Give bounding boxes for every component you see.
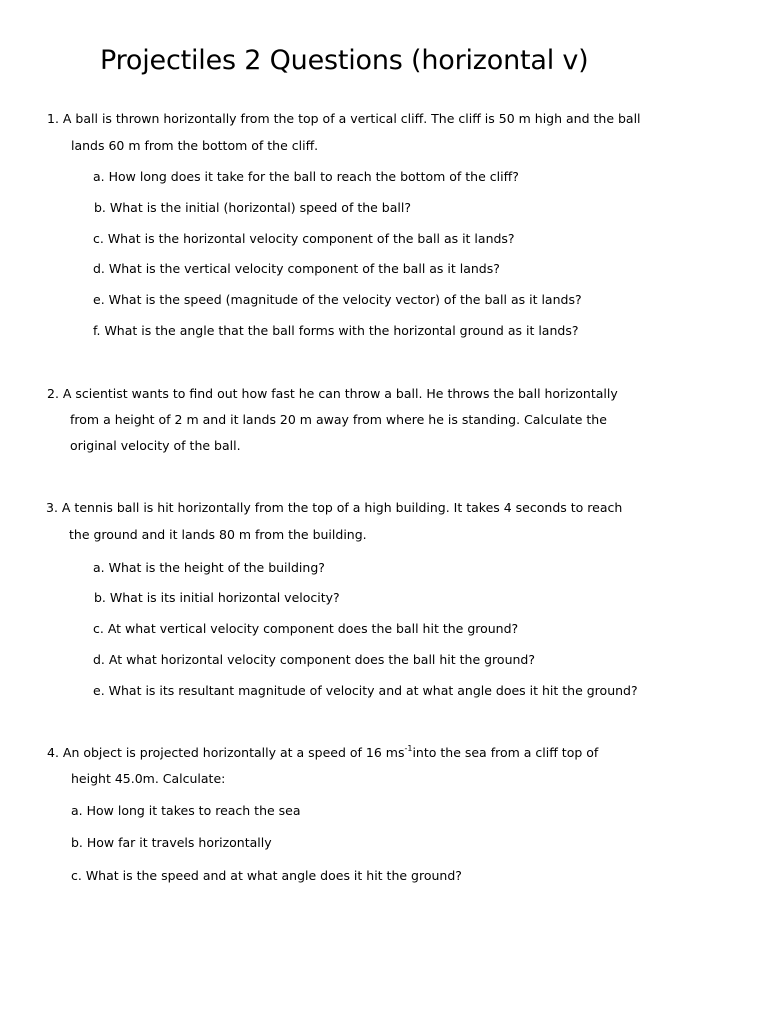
question-3-text-cont: the ground and it lands 80 m from the building.: [69, 527, 367, 542]
question-3-part-b: b. What is its initial horizontal velocity?: [94, 590, 340, 605]
question-4-text: [47, 745, 598, 761]
unit-exponent: -1: [404, 744, 413, 753]
question-3-part-d: d. At what horizontal velocity component does the ball hit the ground?: [93, 652, 535, 667]
question-1-text-cont: lands 60 m from the bottom of the cliff.: [71, 138, 319, 153]
question-4-text-cont: height 45.0m. Calculate:: [71, 771, 226, 786]
question-2-text-cont: from a height of 2 m and it lands 20 m away from where he is standing. Calculate the: [70, 412, 607, 427]
page-title: Projectiles 2 Questions (horizontal v): [100, 45, 589, 76]
question-1-part-a: a. How long does it take for the ball to reach the bottom of the cliff?: [93, 169, 519, 184]
question-4-text-start: 4. An object is projected horizontally at a speed of 16 ms: [47, 745, 405, 760]
question-1-part-c: c. What is the horizontal velocity component of the ball as it lands?: [93, 231, 515, 246]
question-1-text: 1. A ball is thrown horizontally from the top of a vertical cliff. The cliff is 50 m high and the ball: [47, 111, 641, 126]
question-4-part-c: c. What is the speed and at what angle does it hit the ground?: [71, 868, 462, 883]
question-3-text: 3. A tennis ball is hit horizontally from the top of a high building. It takes 4 seconds to reach: [46, 500, 623, 515]
question-3-part-c: c. At what vertical velocity component does the ball hit the ground?: [93, 621, 519, 636]
question-4-text-end: into the sea from a cliff top of: [412, 745, 599, 760]
question-1-part-b: b. What is the initial (horizontal) speed of the ball?: [94, 200, 411, 215]
question-1-part-e: e. What is the speed (magnitude of the velocity vector) of the ball as it lands?: [93, 292, 582, 307]
question-4-part-a: a. How long it takes to reach the sea: [71, 803, 301, 818]
question-2-text: 2. A scientist wants to find out how fast he can throw a ball. He throws the ball horizontally: [47, 386, 618, 401]
question-3-part-e: e. What is its resultant magnitude of velocity and at what angle does it hit the ground?: [93, 683, 638, 698]
question-1-part-f: f. What is the angle that the ball forms with the horizontal ground as it lands?: [93, 323, 579, 338]
question-1-part-d: d. What is the vertical velocity component of the ball as it lands?: [93, 261, 500, 276]
question-4-part-b: b. How far it travels horizontally: [71, 835, 272, 850]
question-2-text-cont-2: original velocity of the ball.: [70, 438, 241, 453]
question-3-part-a: a. What is the height of the building?: [93, 560, 325, 575]
